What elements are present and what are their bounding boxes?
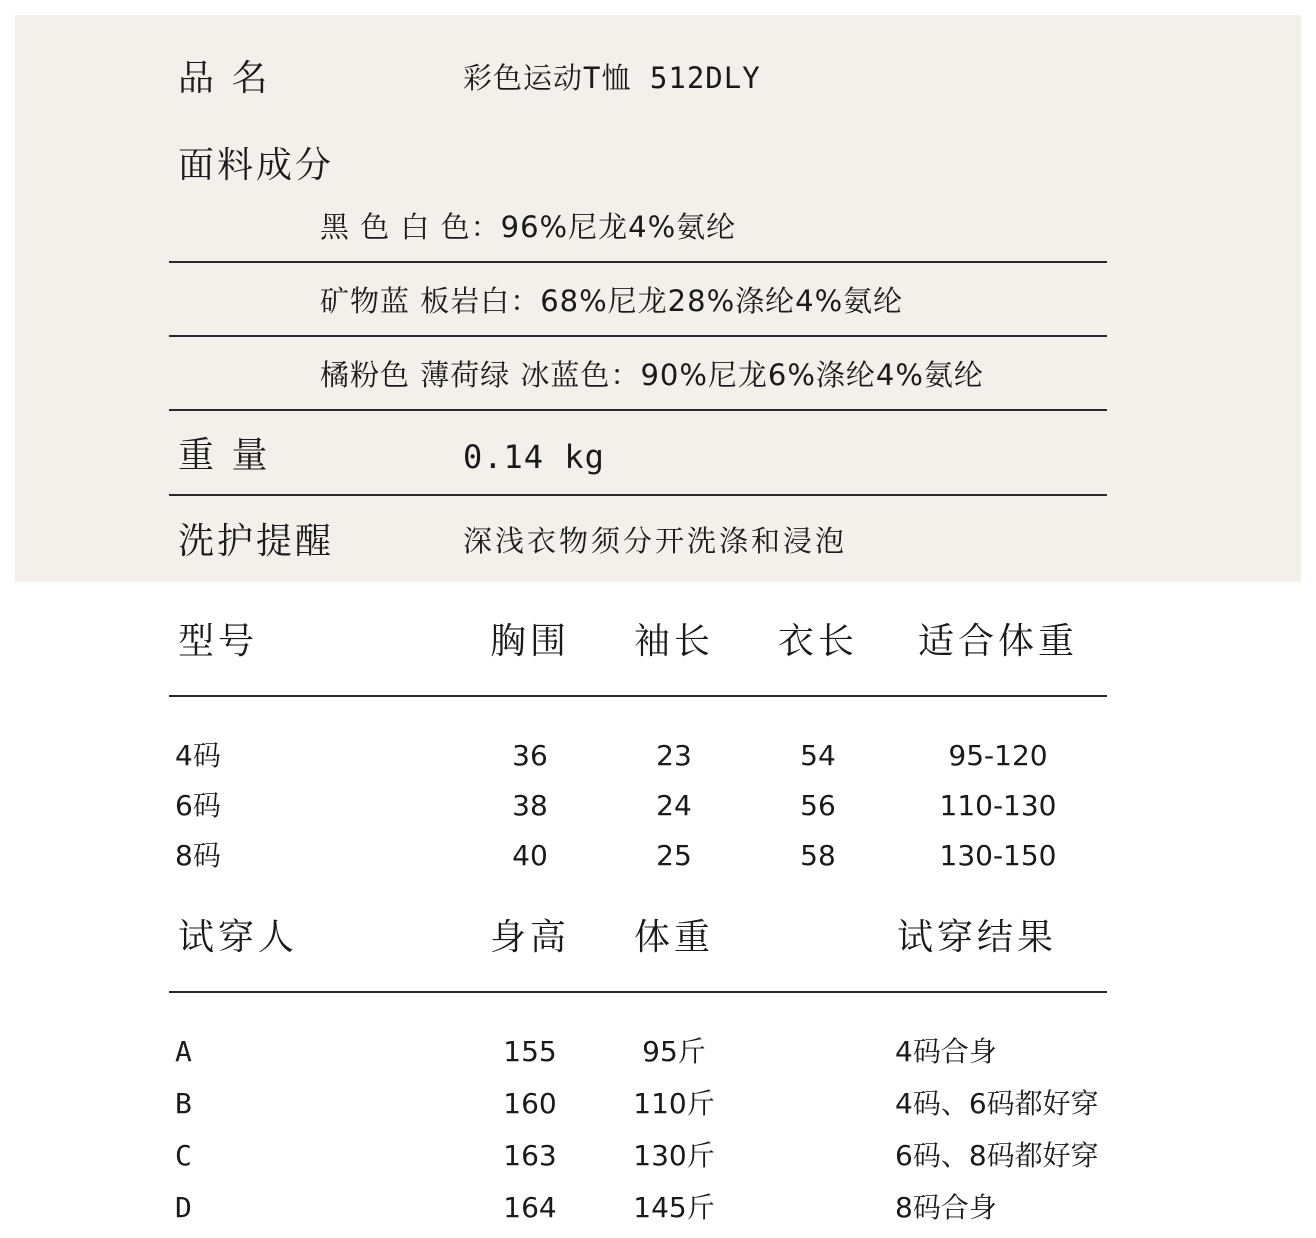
size-cell: 54	[800, 739, 836, 772]
divider	[169, 695, 1107, 697]
care-value: 深浅衣物须分开洗涤和浸泡	[463, 524, 848, 558]
fit-cell: 164	[503, 1191, 557, 1224]
fit-cell: 163	[503, 1139, 557, 1172]
fit-header-height: 身高	[489, 917, 570, 958]
size-cell: 4码	[175, 739, 221, 772]
fit-cell: 130斤	[633, 1139, 715, 1172]
divider	[169, 494, 1107, 496]
size-header-length: 衣长	[777, 621, 858, 662]
fabric-row-composition: 90%尼龙6%涤纶4%氨纶	[640, 358, 984, 392]
size-cell: 23	[656, 739, 692, 772]
fabric-row-composition: 96%尼龙4%氨纶	[500, 210, 737, 244]
fabric-row-1	[320, 210, 737, 244]
fit-cell: 95斤	[642, 1035, 706, 1068]
size-cell: 25	[656, 839, 692, 872]
divider	[169, 261, 1107, 263]
product-name-label: 品 名	[178, 58, 271, 99]
fit-header-tester: 试穿人	[178, 917, 299, 958]
fabric-row-composition: 68%尼龙28%涤纶4%氨纶	[540, 284, 904, 318]
fit-cell: 6码、8码都好穿	[895, 1139, 1099, 1172]
size-cell: 40	[512, 839, 548, 872]
divider	[169, 409, 1107, 411]
fit-header-weight: 体重	[633, 917, 714, 958]
size-cell: 24	[656, 789, 692, 822]
fabric-row-3	[320, 358, 984, 392]
size-cell: 95-120	[948, 739, 1048, 772]
fit-cell: 4码、6码都好穿	[895, 1087, 1099, 1120]
fabric-row-colors: 矿物蓝 板岩白：	[320, 284, 541, 318]
fabric-row-colors: 橘粉色 薄荷绿 冰蓝色：	[320, 358, 641, 392]
fit-cell: 145斤	[633, 1191, 715, 1224]
care-label: 洗护提醒	[178, 521, 335, 562]
fit-cell: 155	[503, 1035, 557, 1068]
fabric-label: 面料成分	[178, 145, 335, 186]
size-cell: 8码	[175, 839, 221, 872]
size-cell: 36	[512, 739, 548, 772]
fabric-row-2	[320, 284, 904, 318]
fit-header-result: 试穿结果	[897, 917, 1058, 958]
product-name-value: 彩色运动T恤 512DLY	[463, 61, 761, 95]
size-cell: 130-150	[939, 839, 1057, 872]
size-cell: 38	[512, 789, 548, 822]
weight-value: 0.14 kg	[463, 438, 605, 476]
size-cell: 58	[800, 839, 836, 872]
size-header-model: 型号	[178, 621, 259, 662]
fabric-row-colors: 黑 色 白 色：	[320, 210, 501, 244]
fit-cell: B	[175, 1087, 192, 1120]
fit-cell: 110斤	[633, 1087, 715, 1120]
fit-cell: 4码合身	[895, 1035, 997, 1068]
size-cell: 56	[800, 789, 836, 822]
size-header-weight: 适合体重	[917, 621, 1078, 662]
size-header-sleeve: 袖长	[633, 621, 714, 662]
fit-cell: A	[175, 1035, 192, 1068]
fit-cell: C	[175, 1139, 192, 1172]
fit-cell: 160	[503, 1087, 557, 1120]
divider	[169, 335, 1107, 337]
size-cell: 110-130	[939, 789, 1057, 822]
weight-label: 重 量	[178, 435, 271, 476]
fit-cell: D	[175, 1191, 192, 1224]
size-header-chest: 胸围	[489, 621, 570, 662]
size-cell: 6码	[175, 789, 221, 822]
fit-cell: 8码合身	[895, 1191, 997, 1224]
divider	[169, 991, 1107, 993]
